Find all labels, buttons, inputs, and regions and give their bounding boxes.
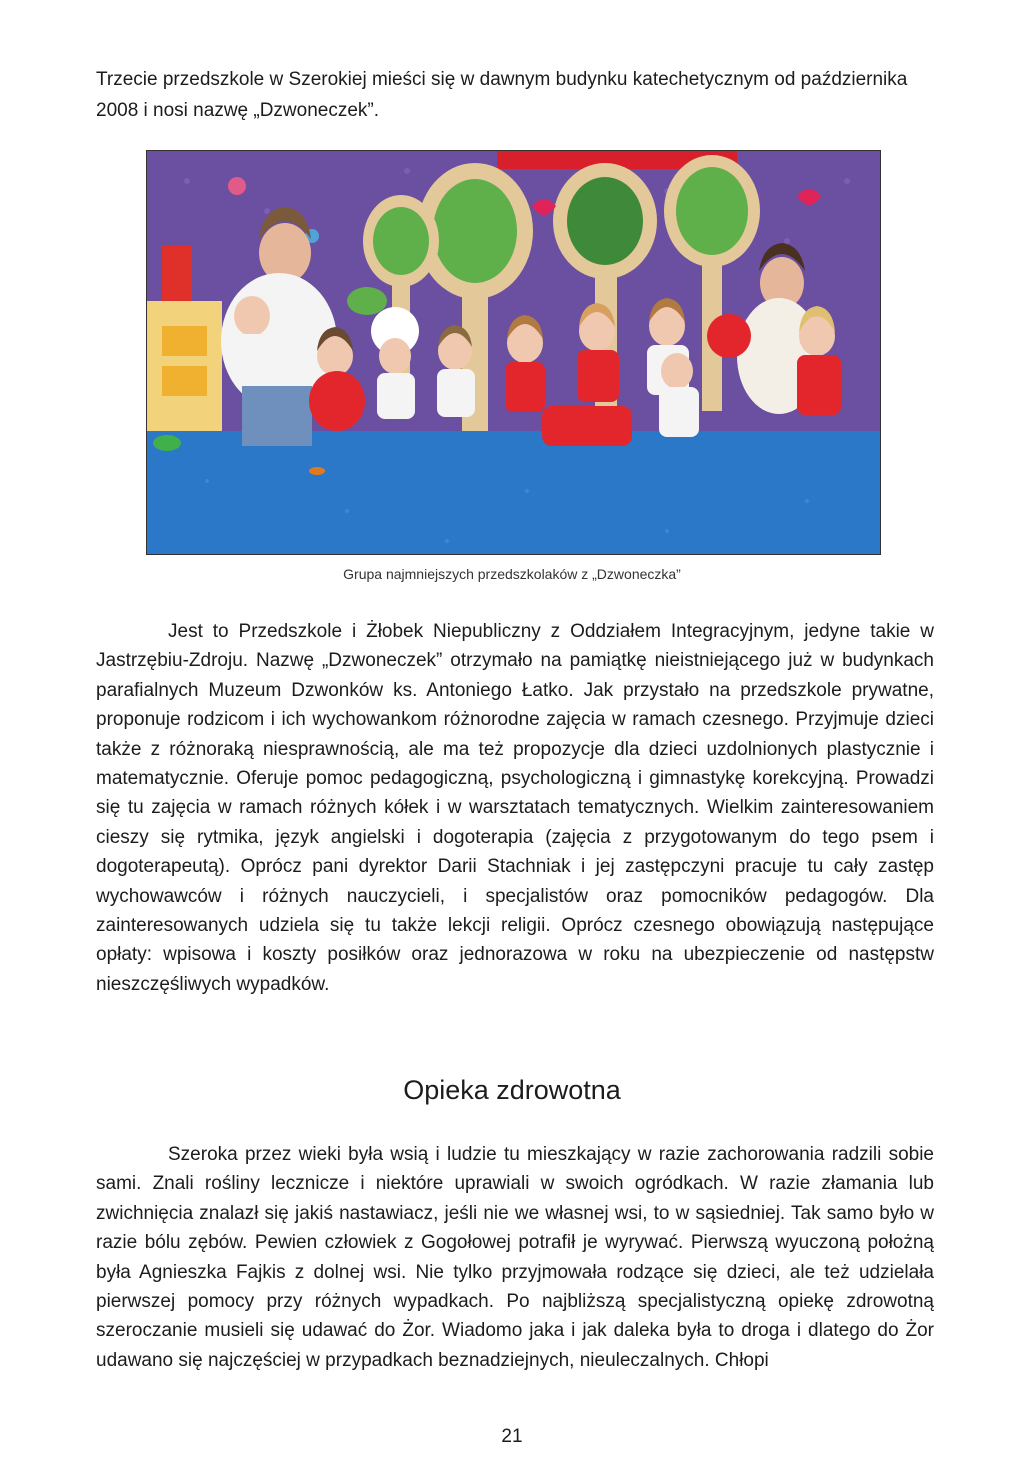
section-heading: Opieka zdrowotna bbox=[403, 1075, 621, 1105]
kindergarten-group-photo bbox=[146, 150, 881, 555]
photo-caption: Grupa najmniejszych przedszkolaków z „Dzwoneczka” bbox=[343, 566, 681, 582]
body-paragraph: Szeroka przez wieki była wsią i ludzie tu mieszkający w razie zachorowania radzili sobie sami. Znali rośliny lecznicze i niektóre uprawiali w swoich ogródkach. W razie złamania lub zwichnięcia znalazł się jakiś nastawiacz, jeśli nie we własnej wsi, to w sąsiedniej. Tak samo było w razie bólu zębów. Pewien człowiek z Gogołowej potrafił je wyrywać. Pierwszą wyuczoną położną była Agnieszka Fajkis z dolnej wsi. Nie tylko przyjmowała rodzące się dzieci, ale też udzielała pierwszej pomocy przy różnych wypadkach. Po najbliższą specjalistyczną opiekę zdrowotną szeroczanie musieli się udawać do Żor. Wiadomo jaka i jak daleka była to droga i dlatego do Żor udawano się najczęściej w przypadkach beznadziejnych, nieuleczalnych. Chłopi bbox=[96, 1144, 934, 1371]
intro-paragraph: Trzecie przedszkole w Szerokiej mieści się w dawnym budynku katechetycznym od października 2008 i nosi nazwę „Dzwoneczek”. bbox=[96, 69, 908, 121]
page-number: 21 bbox=[501, 1426, 523, 1447]
body-paragraph: Jest to Przedszkole i Żłobek Niepubliczny z Oddziałem Integracyjnym, jedyne takie w Jastrzębiu-Zdroju. Nazwę „Dzwoneczek” otrzymało na pamiątkę nieistniejącego już w budynkach parafialnych Muzeum Dzwonków ks. Antoniego Łatko. Jak przystało na przedszkole prywatne, proponuje rodzicom i ich wychowankom różnorodne zajęcia w ramach czesnego. Przyjmuje dzieci także z różnoraką niesprawnością, ale ma też propozycje dla dzieci uzdolnionych plastycznie i matematycznie. Oferuje pomoc pedagogiczną, psychologiczną i gimnastykę korekcyjną. Prowadzi się tu zajęcia w ramach różnych kółek i w warsztatach tematycznych. Wielkim zainteresowaniem cieszy się rytmika, język angielski i dogoterapia (zajęcia z przygotowanym do tego psem i dogoterapeutą). Oprócz pani dyrektor Darii Stachniak i jej zastępczyni pracuje tu cały zastęp wychowawców i różnych nauczycieli, i specjalistów oraz pomocników pedagogów. Dla zainteresowanych udziela się tu także lekcji religii. Oprócz czesnego obowiązują następujące opłaty: wpisowa i koszty posiłków oraz jednorazowa w roku na ubezpieczenie od następstw nieszczęśliwych wypadków. bbox=[96, 621, 934, 995]
